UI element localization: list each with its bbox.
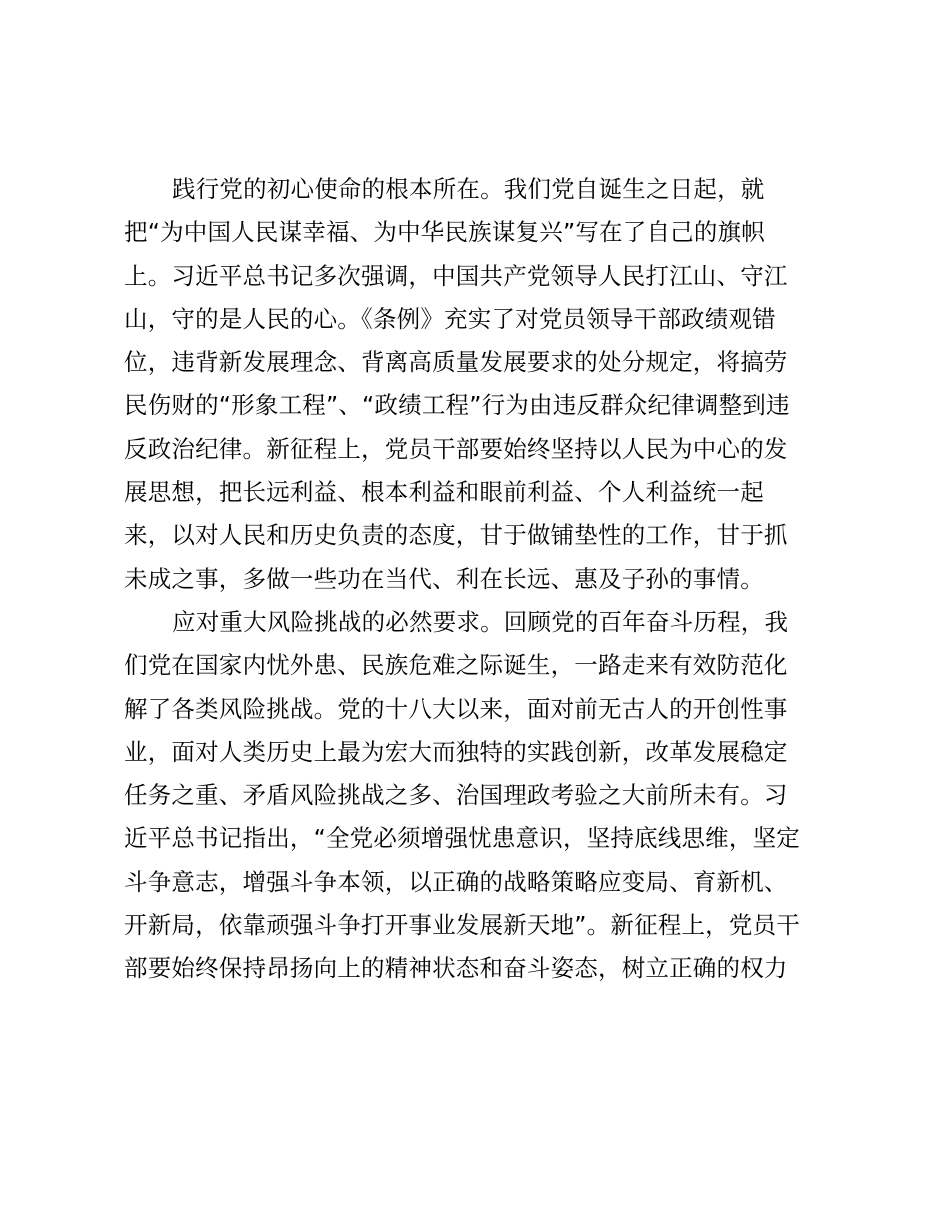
paragraph-2 — [124, 601, 836, 991]
text-line: 解了各类风险挑战。党的十八大以来，面对前无古人的开创性事 — [124, 694, 788, 723]
text-line: 斗争意志，增强斗争本领，以正确的战略策略应变局、育新机、 — [124, 867, 788, 896]
text-line: 部要始终保持昂扬向上的精神状态和奋斗姿态，树立正确的权力 — [124, 954, 788, 983]
text-line: 山，守的是人民的心。《条例》充实了对党员领导干部政绩观错 — [124, 304, 776, 333]
document-body — [124, 168, 836, 991]
text-line: 们党在国家内忧外患、民族危难之际诞生，一路走来有效防范化 — [124, 651, 788, 680]
text-line: 未成之事，多做一些功在当代、利在长远、惠及子孙的事情。 — [124, 564, 764, 593]
text-line: 反政治纪律。新征程上，党员干部要始终坚持以人民为中心的发 — [124, 434, 788, 463]
text-line: 民伤财的“形象工程”、“政绩工程”行为由违反群众纪律调整到违 — [124, 391, 790, 420]
text-line: 近平总书记指出，“全党必须增强忧患意识，坚持底线思维，坚定 — [124, 824, 800, 853]
text-line: 业，面对人类历史上最为宏大而独特的实践创新，改革发展稳定 — [124, 737, 788, 766]
text-line: 把“为中国人民谋幸福、为中华民族谋复兴”写在了自己的旗帜 — [124, 218, 765, 247]
text-line: 位，违背新发展理念、背离高质量发展要求的处分规定，将搞劳 — [124, 348, 788, 377]
text-line: 上。习近平总书记多次强调，中国共产党领导人民打江山、守江 — [124, 261, 788, 290]
text-line: 来，以对人民和历史负责的态度，甘于做铺垫性的工作，甘于抓 — [124, 521, 788, 550]
text-line: 应对重大风险挑战的必然要求。回顾党的百年奋斗历程，我 — [172, 607, 789, 636]
text-line: 践行党的初心使命的根本所在。我们党自诞生之日起，就 — [172, 175, 765, 203]
text-line: 任务之重、矛盾风险挑战之多、治国理政考验之大前所未有。习 — [124, 781, 788, 810]
text-line: 展思想，把长远利益、根本利益和眼前利益、个人利益统一起 — [124, 478, 764, 507]
text-line: 开新局，依靠顽强斗争打开事业发展新天地”。新征程上，党员干 — [124, 911, 800, 940]
paragraph-1 — [124, 168, 836, 601]
